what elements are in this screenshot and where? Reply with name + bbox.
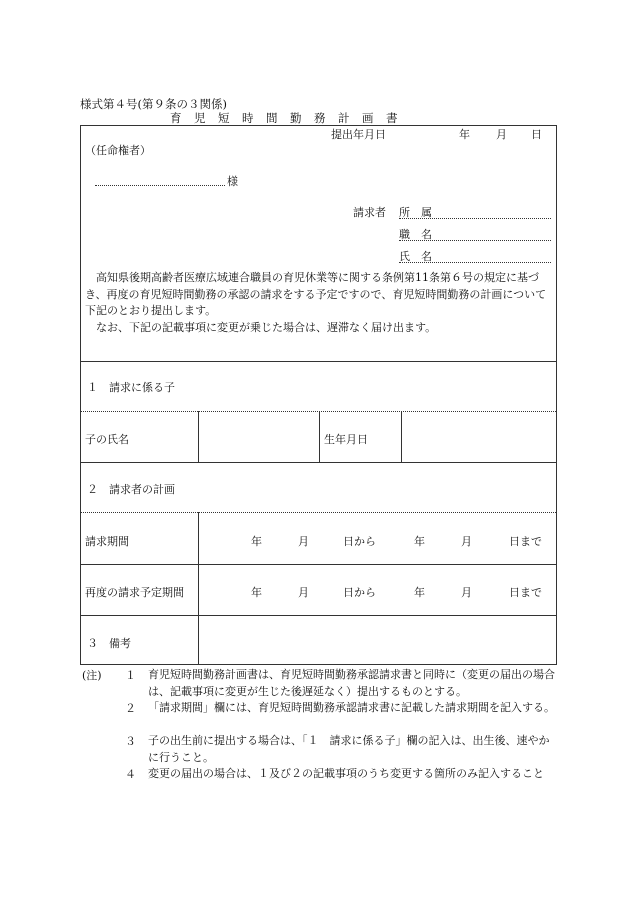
remarks-field[interactable] [201, 617, 553, 663]
note-number: １ [125, 669, 136, 682]
page-title: 育 児 短 時 間 勤 務 計 画 書 [170, 111, 398, 125]
note-text: 「請求期間」欄には、育児短時間勤務承認請求書に記載した請求期間を記入する。 [148, 701, 555, 714]
re-period-end-day[interactable]: 日まで [509, 586, 542, 599]
position-line[interactable] [399, 240, 551, 241]
date-label: 提出年月日 [331, 128, 386, 141]
appointer-line[interactable] [95, 185, 225, 186]
divider [81, 462, 556, 463]
column-divider [198, 512, 199, 665]
form-box [80, 125, 557, 665]
divider [81, 615, 556, 616]
section2-title: ２ 請求者の計画 [87, 483, 175, 496]
period-label: 請求期間 [85, 535, 129, 548]
note-text: 変更の届出の場合は、１及び２の記載事項のうち変更する箇所のみ記入すること [148, 767, 544, 780]
name-label: 氏 名 [399, 250, 432, 263]
dotted-divider [81, 512, 556, 513]
section3-title: ３ 備考 [87, 637, 131, 650]
note-text: 育児短時間勤務計画書は、育児短時間勤務承認請求書と同時に（変更の届出の場合は、記載事項に変更が生じた後遅延なく）提出するものとする。 [148, 668, 555, 698]
sama-label: 様 [227, 175, 238, 188]
period-start-month[interactable]: 月 [298, 535, 309, 548]
divider [81, 361, 556, 362]
re-period-start-day[interactable]: 日から [343, 586, 376, 599]
period-end-year[interactable]: 年 [414, 535, 425, 548]
re-period-end-year[interactable]: 年 [414, 586, 425, 599]
birth-date-label: 生年月日 [324, 433, 368, 446]
period-start-year[interactable]: 年 [251, 535, 262, 548]
birth-date-field[interactable] [404, 413, 554, 459]
child-name-field[interactable] [201, 413, 316, 459]
note-text: 子の出生前に提出する場合は、「１ 請求に係る子」欄の記入は、出生後、速やかに行うこと。 [148, 734, 550, 764]
period-start-day[interactable]: 日から [343, 535, 376, 548]
re-period-start-year[interactable]: 年 [251, 586, 262, 599]
form-number: 様式第４号(第９条の３関係) [80, 97, 227, 111]
re-period-start-month[interactable]: 月 [298, 586, 309, 599]
intro-paragraph-1: 高知県後期高齢者医療広域連合職員の育児休業等に関する条例第11条第６号の規定に基づき、再度の育児短時間勤務の承認の請求をする予定ですので、育児短時間勤務の計画について下記のとおり提出します。 [85, 271, 547, 317]
notes-label: (注) [82, 669, 102, 682]
date-day: 日 [531, 128, 542, 141]
date-year: 年 [459, 128, 470, 141]
appointer-label: （任命権者） [85, 144, 151, 157]
re-period-label: 再度の請求予定期間 [85, 586, 184, 599]
divider [81, 564, 556, 565]
re-period-end-month[interactable]: 月 [461, 586, 472, 599]
period-end-day[interactable]: 日まで [509, 535, 542, 548]
period-end-month[interactable]: 月 [461, 535, 472, 548]
intro-paragraph-2: なお、下記の記載事項に変更が乗じた場合は、遅滞なく届け出ます。 [96, 321, 437, 334]
column-divider [198, 411, 199, 462]
note-number: ４ [125, 768, 136, 781]
affiliation-line[interactable] [399, 218, 551, 219]
column-divider [319, 411, 320, 462]
column-divider [401, 411, 402, 462]
section1-title: １ 請求に係る子 [87, 381, 175, 394]
date-month: 月 [496, 128, 507, 141]
child-name-label: 子の氏名 [85, 433, 129, 446]
affiliation-label: 所 属 [399, 206, 432, 219]
name-line[interactable] [399, 262, 551, 263]
requester-label: 請求者 [353, 206, 386, 219]
note-number: ３ [125, 735, 136, 748]
position-label: 職 名 [399, 228, 432, 241]
note-number: ２ [125, 702, 136, 715]
